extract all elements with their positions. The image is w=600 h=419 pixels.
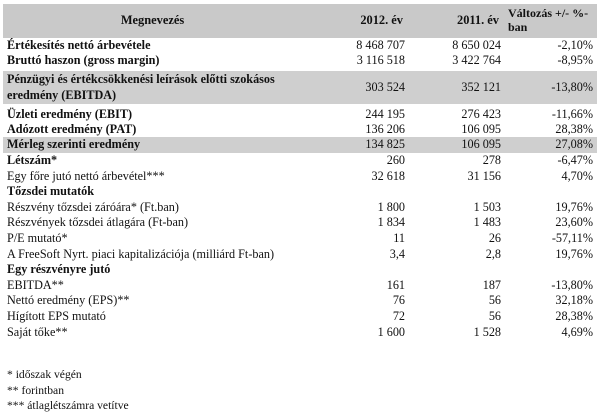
- table-row: [3, 169, 597, 185]
- value-2012: 76: [392, 293, 405, 308]
- footnote: * időszak végén: [7, 368, 82, 381]
- value-2011: 278: [482, 153, 501, 168]
- value-2012: 260: [386, 153, 405, 168]
- row-label: Pénzügyi és értékcsökkenési leírások előtti szokásos eredmény (EBITDA): [3, 69, 302, 106]
- table-row: [3, 54, 597, 70]
- value-2011: 1 528: [473, 324, 501, 339]
- value-change: [505, 262, 597, 278]
- footnote: ** forintban: [7, 383, 64, 397]
- value-2011: 26: [488, 231, 501, 246]
- row-label: Nettó eredmény (EPS)**: [7, 293, 130, 308]
- value-change: 4,69%: [561, 324, 593, 339]
- header-change: Változás +/- %-ban: [505, 4, 597, 38]
- value-2012: 244 195: [365, 107, 405, 122]
- row-label: Egy főre jutó nettó árbevétel***: [7, 168, 165, 183]
- row-label: P/E mutató*: [7, 231, 68, 246]
- value-2012: 1 600: [377, 324, 405, 339]
- footnote: *** átlaglétszámra vetítve: [7, 399, 129, 413]
- value-2012: [302, 184, 409, 200]
- value-2012: 72: [392, 308, 405, 323]
- value-2012: 303 524: [302, 69, 409, 106]
- row-label: Adózott eredmény (PAT): [7, 121, 137, 136]
- row-label: Üzleti eredmény (EBIT): [7, 107, 133, 122]
- value-2011: 1 483: [473, 215, 501, 230]
- value-2012: 136 206: [365, 121, 405, 136]
- row-label: A FreeSoft Nyrt. piaci kapitalizációja (milliárd Ft-ban): [7, 246, 275, 261]
- value-change: 19,76%: [555, 199, 593, 214]
- value-2011: 56: [488, 293, 501, 308]
- value-2011: 8 650 024: [452, 38, 501, 53]
- section-heading-row: [3, 184, 597, 200]
- section-heading-egy-reszvenyre-juto: Egy részvényre jutó: [7, 262, 111, 277]
- value-2012: 3 116 518: [302, 54, 409, 70]
- value-2011: [409, 184, 505, 200]
- row-label: Részvények tőzsdei átlagára (Ft-ban): [7, 215, 189, 230]
- value-change: 28,38%: [555, 308, 593, 323]
- row-label: Bruttó haszon (gross margin): [3, 54, 302, 70]
- value-2012: [302, 262, 409, 278]
- value-change: 19,76%: [555, 246, 593, 261]
- row-label: Részvény tőzsdei záróára* (Ft.ban): [7, 199, 179, 214]
- value-2012: 1 800: [377, 199, 405, 214]
- value-change: -6,47%: [557, 153, 593, 168]
- value-2011: 2,8: [485, 246, 501, 261]
- row-label: Értékesítés nettó árbevétele: [7, 38, 151, 53]
- value-change: 27,08%: [505, 137, 597, 153]
- value-2012: 161: [386, 277, 405, 292]
- value-2012: 3,4: [389, 246, 405, 261]
- table-row: [3, 153, 597, 169]
- value-change: 28,38%: [555, 121, 593, 136]
- value-2011: 352 121: [409, 69, 505, 106]
- table-row: [3, 106, 597, 122]
- row-label: Mérleg szerinti eredmény: [3, 137, 302, 153]
- value-2011: [409, 262, 505, 278]
- table-row: [3, 247, 597, 263]
- value-2011: 31 156: [467, 168, 501, 183]
- value-2011: 1 503: [473, 199, 501, 214]
- table-row: [3, 215, 597, 231]
- value-change: -11,66%: [551, 107, 593, 122]
- value-2012: 11: [393, 231, 405, 246]
- financial-summary-table: [3, 4, 597, 340]
- value-2012: 32 618: [371, 168, 405, 183]
- value-2012: 1 834: [377, 215, 405, 230]
- row-label: EBITDA**: [7, 277, 64, 292]
- value-2012: 8 468 707: [356, 38, 405, 53]
- value-change: 4,70%: [561, 168, 593, 183]
- table-row: [3, 38, 597, 54]
- header-megnevezes: Megnevezés: [3, 4, 302, 38]
- table-header-row: [3, 4, 597, 38]
- row-label: Létszám*: [7, 153, 58, 168]
- value-change: 32,18%: [555, 293, 593, 308]
- table-row: [3, 69, 597, 106]
- header-2012: 2012. év: [302, 4, 409, 38]
- table-row: [3, 231, 597, 247]
- value-change: -57,11%: [551, 231, 593, 246]
- value-2011: 56: [488, 308, 501, 323]
- section-heading-row: [3, 262, 597, 278]
- value-change: [505, 184, 597, 200]
- value-2011: 187: [482, 277, 501, 292]
- table-row: [3, 325, 597, 341]
- header-2011: 2011. év: [409, 4, 505, 38]
- row-label: Hígított EPS mutató: [7, 308, 106, 323]
- table-row: [3, 293, 597, 309]
- value-2011: 3 422 764: [409, 54, 505, 70]
- section-heading-tozsdei-mutatok: Tőzsdei mutatók: [7, 184, 95, 199]
- footnotes: [7, 367, 129, 414]
- row-label: Saját tőke**: [7, 324, 68, 339]
- table-row: [3, 137, 597, 153]
- value-2011: 106 095: [409, 137, 505, 153]
- value-2012: 134 825: [302, 137, 409, 153]
- value-2011: 106 095: [461, 121, 501, 136]
- table-row: [3, 278, 597, 294]
- value-2011: 276 423: [461, 107, 501, 122]
- value-change: -2,10%: [557, 38, 593, 53]
- value-change: 23,60%: [555, 215, 593, 230]
- table-row: [3, 122, 597, 138]
- table-row: [3, 200, 597, 216]
- table-row: [3, 309, 597, 325]
- value-change: -13,80%: [505, 69, 597, 106]
- value-change: -13,80%: [551, 277, 593, 292]
- value-change: -8,95%: [505, 54, 597, 70]
